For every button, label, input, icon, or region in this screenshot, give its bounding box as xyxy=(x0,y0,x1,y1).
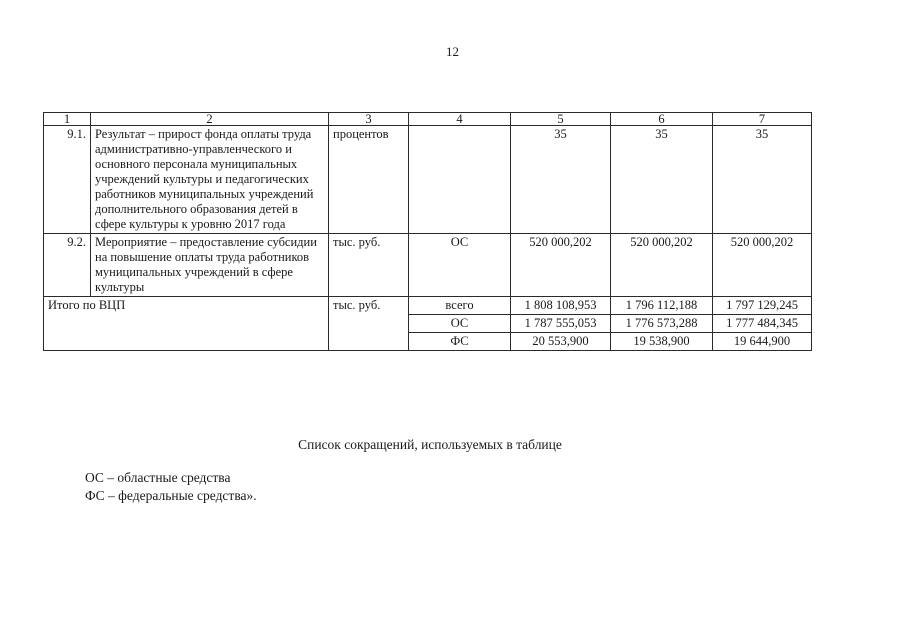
total-label: Итого по ВЦП xyxy=(44,297,329,351)
header-cell-4: 4 xyxy=(409,113,511,126)
row-code: 9.2. xyxy=(44,234,91,297)
header-cell-1: 1 xyxy=(44,113,91,126)
header-cell-2: 2 xyxy=(91,113,329,126)
row-description: Результат – прирост фонда оплаты труда административно-управленческого и основного персонала муниципальных учреждений культуры и педагогических работников муниципальных учреждений дополнительного образования детей в сфере культуры к уровню 2017 года xyxy=(91,126,329,234)
row-source: ОС xyxy=(409,234,511,297)
table-header-row xyxy=(44,113,812,126)
total-value-7: 1 777 484,345 xyxy=(713,315,812,333)
row-code: 9.1. xyxy=(44,126,91,234)
total-source: ОС xyxy=(409,315,511,333)
total-value-7: 1 797 129,245 xyxy=(713,297,812,315)
header-cell-3: 3 xyxy=(329,113,409,126)
row-unit: процентов xyxy=(329,126,409,234)
header-cell-7: 7 xyxy=(713,113,812,126)
row-unit: тыс. руб. xyxy=(329,234,409,297)
total-row-all xyxy=(44,297,812,315)
row-value-6: 35 xyxy=(611,126,713,234)
table-row-9-1 xyxy=(44,126,812,234)
row-value-5: 35 xyxy=(511,126,611,234)
row-value-6: 520 000,202 xyxy=(611,234,713,297)
row-source xyxy=(409,126,511,234)
page-number: 12 xyxy=(446,44,459,59)
program-budget-table xyxy=(43,112,812,351)
table-row-9-2 xyxy=(44,234,812,297)
total-value-7: 19 644,900 xyxy=(713,333,812,351)
total-value-5: 1 787 555,053 xyxy=(511,315,611,333)
header-cell-5: 5 xyxy=(511,113,611,126)
header-cell-6: 6 xyxy=(611,113,713,126)
row-value-5: 520 000,202 xyxy=(511,234,611,297)
row-description: Мероприятие – предоставление субсидии на повышение оплаты труда работников муниципальных учреждений в сфере культуры xyxy=(91,234,329,297)
abbreviations-list xyxy=(85,469,257,505)
total-value-6: 19 538,900 xyxy=(611,333,713,351)
abbreviations-title: Список сокращений, используемых в таблице xyxy=(298,437,562,452)
abbreviation-item: ФС – федеральные средства». xyxy=(85,488,257,503)
total-unit: тыс. руб. xyxy=(329,297,409,351)
total-source: всего xyxy=(409,297,511,315)
abbreviation-item: ОС – областные средства xyxy=(85,470,231,485)
total-value-6: 1 776 573,288 xyxy=(611,315,713,333)
row-value-7: 520 000,202 xyxy=(713,234,812,297)
total-value-6: 1 796 112,188 xyxy=(611,297,713,315)
total-source: ФС xyxy=(409,333,511,351)
row-value-7: 35 xyxy=(713,126,812,234)
total-value-5: 20 553,900 xyxy=(511,333,611,351)
total-value-5: 1 808 108,953 xyxy=(511,297,611,315)
